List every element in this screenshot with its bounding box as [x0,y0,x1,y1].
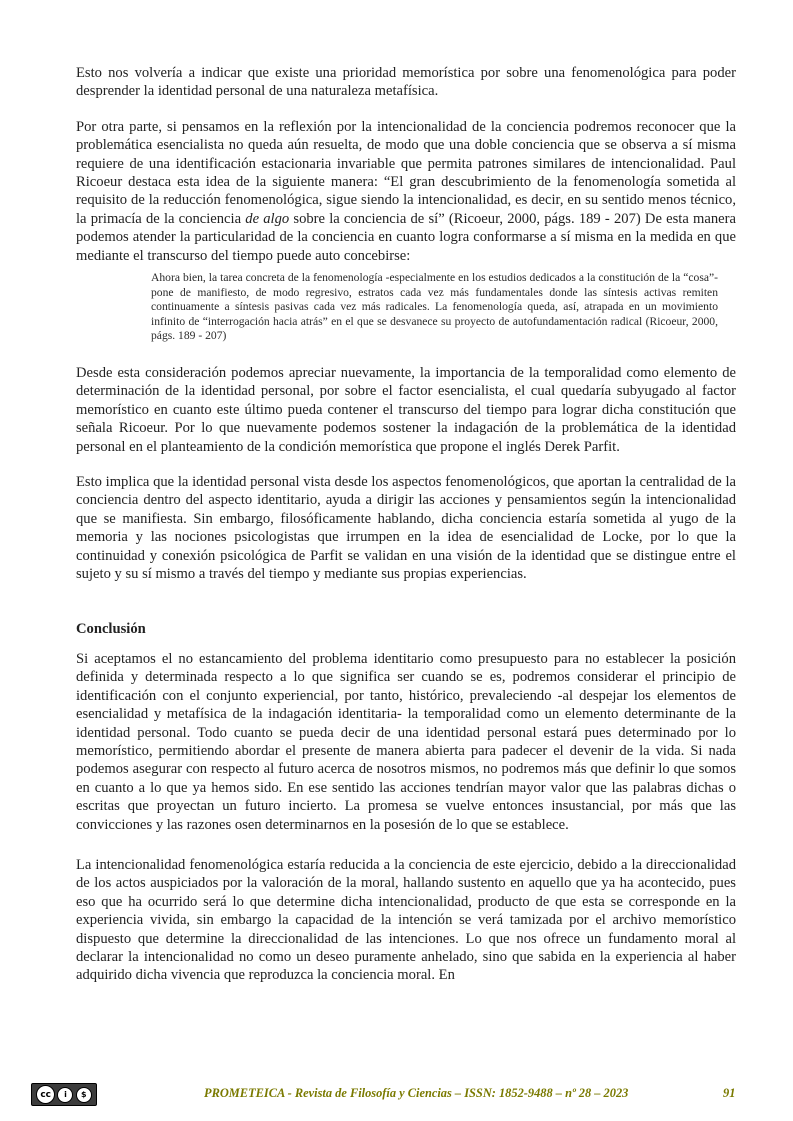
paragraph-2-part-a: Por otra parte, si pensamos en la reflexión por la intencionalidad de la conciencia podremos reconocer que la problemática esencialista no queda aún resuelta, de modo que una doble conciencia que se observa a sí misma requiere de una identificación estacionaria invariable que permita patrones similares de intencionalidad. Paul Ricoeur destaca esta idea de la siguiente manera: “El gran descubrimiento de la fenomenología sometida al requisito de la reducción fenomenológica, sigue siendo la intencionalidad, es decir, en su sentido menos técnico, la primacía de la conciencia [76,118,736,227]
page-footer [0,1080,793,1110]
paragraph-5: Si aceptamos el no estancamiento del problema identitario como presupuesto para no establecer la posición definida y determinada respecto a lo que significa ser cuando se es, podremos considerar el principio de identificación con el conjunto experiencial, por tanto, histórico, prevaleciendo -al despejar los elementos de esencialidad y metafísica de la indagación identitaria- la temporalidad como un elemento determinante de la identidad personal. Todo cuanto se pueda decir de una identidad personal estará pues determinado por lo memorístico, permitiendo abordar el presente de manera abierta para padecer el devenir de la vida. Si nada podemos asegurar con respecto al futuro acerca de nosotros mismos, no podremos más que definir lo que somos en cuanto a lo que ya hemos sido. En ese sentido las acciones tendrían mayor valor que las palabras dichas o escritas que proyectan un futuro incierto. La promesa se vuelve entonces insustancial, por más que las convicciones y las razones osen determinarnos en la posesión de lo que se establece. [76,650,736,833]
paragraph-2 [76,118,736,265]
paragraph-2-part-b: sobre la conciencia de sí” (Ricoeur, 2000, págs. 189 - 207) De esta manera podemos atender la particularidad de la conciencia en cuanto logra conformarse a sí misma en la medida en que mediante el transcurso del tiempo puede auto concebirse: [76,210,736,264]
paragraph-1: Esto nos volvería a indicar que existe una prioridad memorística por sobre una fenomenológica para poder desprender la identidad personal de una naturaleza metafísica. [76,65,736,100]
section-heading: Conclusión [76,620,146,637]
attribution-icon: i [57,1087,73,1103]
page-number: 91 [723,1086,736,1100]
journal-citation: PROMETEICA - Revista de Filosofía y Ciencias – ISSN: 1852-9488 – nº 28 – 2023 [204,1086,629,1100]
paragraph-6: La intencionalidad fenomenológica estaría reducida a la conciencia de este ejercicio, debido a la direccionalidad de los actos auspiciados por la valoración de la moral, hallando sustento en aquello que ya ha acontecido, pues eso que ha ocurrido será lo que determine dicha intencionalidad, producto de que esta se corresponde en la experiencia vivida, sin embargo la capacidad de la intención se verá tamizada por el archivo memorístico dispuesto que determine la direccionalidad de las intenciones. Lo que nos ofrece un fundamento moral al declarar la intencionalidad no como un deseo puramente anhelado, sino que sabida en la experiencia al haber adquirido dicha vivencia que reproduzca la conciencia moral. En [76,856,736,984]
block-quote: Ahora bien, la tarea concreta de la fenomenología -especialmente en los estudios dedicados a la constitución de la “cosa”- pone de manifiesto, de modo regresivo, estratos cada vez más fundamentales donde las síntesis activas remiten continuamente a síntesis pasivas cada vez más radicales. La fenomenología queda, así, atrapada en un movimiento infinito de “interrogación hacia atrás” en el que se desvanece su proyecto de autofundamentación radical (Ricoeur, 2000, págs. 189 - 207) [151,271,718,343]
paragraph-3: Desde esta consideración podemos apreciar nuevamente, la importancia de la temporalidad como elemento de determinación de la identidad personal, por sobre el factor esencialista, el cual quedaría subyugado al factor memorístico en cuanto este último pueda contener el transcurso del tiempo para lograr dicha constitución que señala Ricoeur. Por lo que nuevamente podemos sostener la indagación de la problemática de la identidad personal en el planteamiento de la condición memorística que propone el inglés Derek Parfit. [76,365,736,455]
paragraph-4: Esto implica que la identidad personal vista desde los aspectos fenomenológicos, que aportan la centralidad de la conciencia dentro del aspecto identitario, ayuda a dirigir las acciones y pensamientos según la intencionalidad que se manifiesta. Sin embargo, filosóficamente hablando, dicha conciencia estaría sometida al yugo de la memoria y las nociones psicologistas que irrumpen en la idea de esencialidad de Locke, por lo que la continuidad y conexión psicológica de Parfit se validan en una visión de la identidad que se distingue entre el sujeto y su sí mismo a través del tiempo y mediante sus propias experiencias. [76,474,736,583]
creative-commons-license-icon[interactable] [31,1083,97,1106]
cc-icon: cc [36,1085,55,1104]
body-text [76,64,736,1002]
paragraph-2-italic: de algo [245,210,290,227]
noncommercial-icon: $ [76,1087,92,1103]
